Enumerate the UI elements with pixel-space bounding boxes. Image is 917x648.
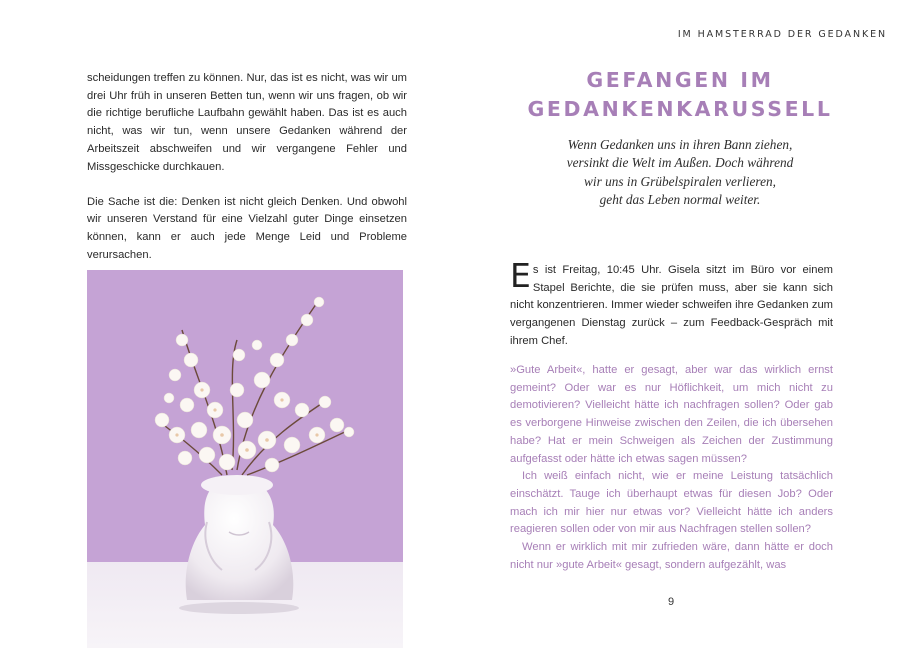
intro-line-4: geht das Leben normal weiter. <box>599 191 761 207</box>
vase-flowers-photo <box>87 270 403 648</box>
left-page-text <box>87 70 407 282</box>
running-head: IM HAMSTERRAD DER GEDANKEN <box>677 29 887 40</box>
intro-line-1: Wenn Gedanken uns in ihren Bann ziehen, <box>567 137 793 152</box>
inner-monologue <box>510 362 833 574</box>
thought-paragraph-2: Ich weiß einfach nicht, wie er meine Leistung tatsächlich einschätzt. Tauge ich überhaupt etwas für diesen Job? Oder mach ich mir hier nur etwas vor? Vielleicht hätte ich anders reagieren sollen oder von mir aus Nachfragen stellen sollen? <box>510 470 833 536</box>
chapter-intro <box>515 136 845 209</box>
thought-paragraph-3: Wenn er wirklich mit mir zufrieden wäre, dann hätte er doch nicht nur »gute Arbeit« gesagt, sondern aufgezählt, was <box>510 541 833 571</box>
story-opening <box>510 256 833 351</box>
left-paragraph-1: scheidungen treffen zu können. Nur, das ist es nicht, was wir um drei Uhr früh in unseren Betten tun, wenn wir uns fragen, ob wir die richtige berufliche Laufbahn gewählt haben. Das ist es auch nicht, was wir tun, wenn unsere Gedanken während der Arbeitszeit abschweifen und wir vergangene Fehler und Missgeschicke durchkauen. <box>87 72 407 173</box>
photo-illustration <box>87 270 403 648</box>
drop-cap: E <box>510 256 531 295</box>
story-paragraph: s ist Freitag, 10:45 Uhr. Gisela sitzt im Büro vor einem Stapel Berichte, die sie prüfen muss, aber sie kann sich nicht konzentrieren. Immer wieder schweifen ihre Gedanken zum vergangenen Dienstag zurück – zum Feedback-Gespräch mit ihrem Chef. <box>510 264 833 347</box>
page-number: 9 <box>668 596 675 608</box>
intro-line-2: versinkt die Welt im Außen. Doch während <box>566 155 794 171</box>
left-paragraph-2: Die Sache ist die: Denken ist nicht gleich Denken. Und obwohl wir unseren Verstand für eine Vielzahl guter Dinge einsetzen können, kann er auch jede Menge Leid und Probleme verursachen. <box>87 195 407 261</box>
thought-paragraph-1: »Gute Arbeit«, hatte er gesagt, aber war das wirklich ernst gemeint? Oder war es nur Höflichkeit, um mich nicht zu demotivieren? Vielleicht hätte ich nachfragen sollen? Oder gab es verborgene Hinweise zwischen den Zeilen, die ich übersehen habe? Hat er mein Schweigen als Zeichen der Zustimmung aufgefasst oder hätte ich etwas sagen müssen? <box>510 364 833 465</box>
chapter-title-line-2: GEDANKENKARUSSELL <box>527 97 833 121</box>
chapter-title-line-1: GEFANGEN IM <box>586 68 774 92</box>
chapter-title <box>515 66 845 124</box>
intro-line-3: wir uns in Grübelspiralen verlieren, <box>584 173 776 189</box>
